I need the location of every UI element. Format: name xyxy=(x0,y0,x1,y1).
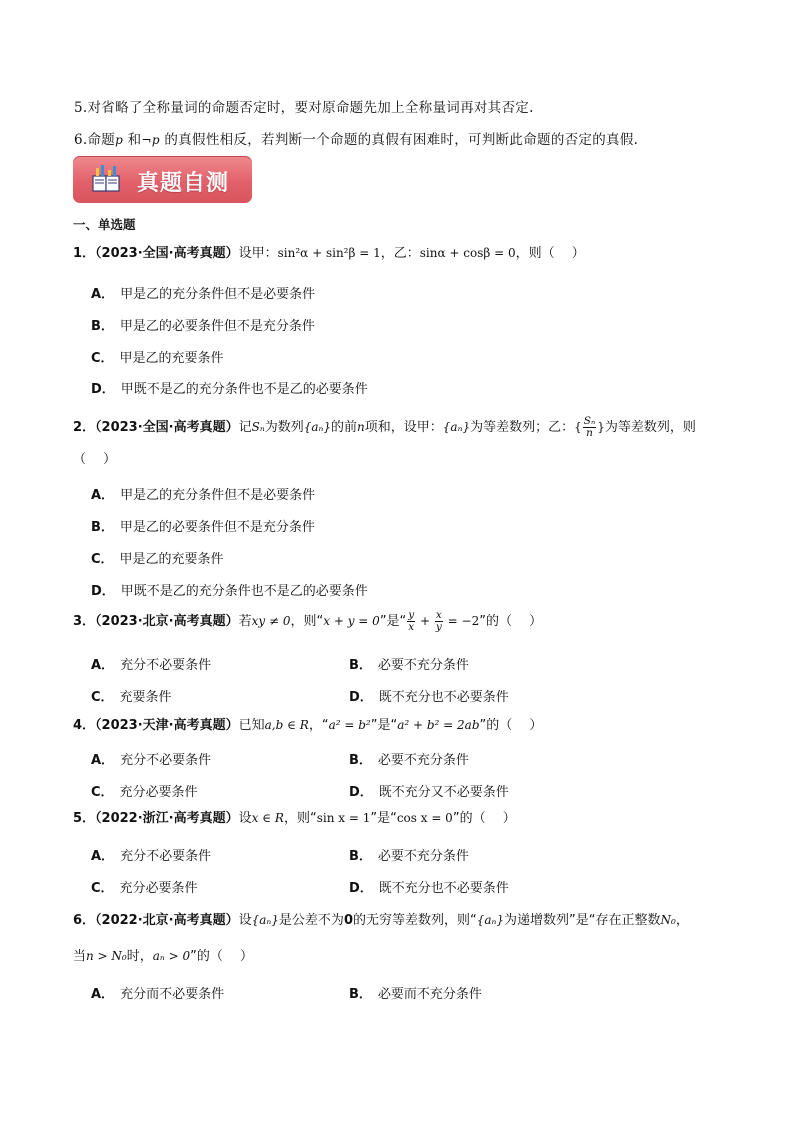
question-2: 2．（2023·全国·高考真题）记Sₙ为数列{aₙ}的前n项和，设甲：{aₙ}为等差数列；乙：{ $\frac{\text{Sₙ}}{n}$ }为等差数列，则 xyxy=(73,415,696,440)
question-6: 6．（2022·北京·高考真题）设{aₙ}是公差不为0的无穷等差数列，则“{aₙ}为递增数列”是“存在正整数N₀， xyxy=(73,913,689,928)
q5-option-c[interactable]: C． 充分必要条件 xyxy=(91,881,198,896)
q5-option-d[interactable]: D． 既不充分也不必要条件 xyxy=(349,881,509,896)
q2-option-b[interactable]: B． 甲是乙的必要条件但不是充分条件 xyxy=(91,520,315,535)
question-3: 3．（2023·北京·高考真题）若xy ≠ 0，则“x + y = 0”是“ $\frac{y}{x}$ + $\frac{x}{y}$ = −2”的（ ） xyxy=(73,609,543,634)
question-2-line-2: （ ） xyxy=(73,452,117,467)
question-4: 4．（2023·天津·高考真题）已知a,b ∈ R，“a² = b²”是“a² + b² = 2ab”的（ ） xyxy=(73,718,543,733)
question-6-line-2: 当n > N₀时，aₙ > 0”的（ ） xyxy=(73,949,253,964)
q2-option-c[interactable]: C． 甲是乙的充要条件 xyxy=(91,552,224,567)
q1-option-d[interactable]: D． 甲既不是乙的充分条件也不是乙的必要条件 xyxy=(91,382,368,397)
question-1: 1．（2023·全国·高考真题）设甲：sin²α + sin²β = 1，乙：sinα + cosβ = 0，则（ ） xyxy=(73,246,585,261)
q6-option-b[interactable]: B． 必要而不充分条件 xyxy=(349,987,482,1002)
q4-option-d[interactable]: D． 既不充分又不必要条件 xyxy=(349,785,509,800)
book-chart-icon xyxy=(90,162,122,194)
banner-title: 真题自测 xyxy=(137,171,230,196)
q3-option-a[interactable]: A． 充分不必要条件 xyxy=(91,658,212,673)
q1-option-b[interactable]: B． 甲是乙的必要条件但不是充分条件 xyxy=(91,319,315,334)
q3-option-c[interactable]: C． 充要条件 xyxy=(91,690,172,705)
q1-option-c[interactable]: C． 甲是乙的充要条件 xyxy=(91,351,224,366)
q2-option-a[interactable]: A． 甲是乙的充分条件但不是必要条件 xyxy=(91,488,316,503)
q5-option-a[interactable]: A． 充分不必要条件 xyxy=(91,849,212,864)
q3-option-d[interactable]: D． 既不充分也不必要条件 xyxy=(349,690,509,705)
q6-option-a[interactable]: A． 充分而不必要条件 xyxy=(91,987,225,1002)
q3-option-b[interactable]: B． 必要不充分条件 xyxy=(349,658,469,673)
q4-option-b[interactable]: B． 必要不充分条件 xyxy=(349,753,469,768)
q1-option-a[interactable]: A． 甲是乙的充分条件但不是必要条件 xyxy=(91,287,316,302)
note-5: 5.对省略了全称量词的命题否定时，要对原命题先加上全称量词再对其否定. xyxy=(74,100,534,116)
sn-over-n-fraction: $\frac{\text{Sₙ}}{n}$ xyxy=(583,415,596,440)
question-5: 5．（2022·浙江·高考真题）设x ∈ R，则“sin x = 1”是“cos x = 0”的（ ） xyxy=(73,811,516,826)
note-6: 6.命题p 和¬p 的真假性相反，若判断一个命题的真假有困难时，可判断此命题的否定的真假. xyxy=(74,132,639,148)
q4-option-c[interactable]: C． 充分必要条件 xyxy=(91,785,198,800)
q5-option-b[interactable]: B． 必要不充分条件 xyxy=(349,849,469,864)
q2-option-d[interactable]: D． 甲既不是乙的充分条件也不是乙的必要条件 xyxy=(91,584,368,599)
q4-option-a[interactable]: A． 充分不必要条件 xyxy=(91,753,212,768)
section-heading: 一、单选题 xyxy=(73,217,136,232)
